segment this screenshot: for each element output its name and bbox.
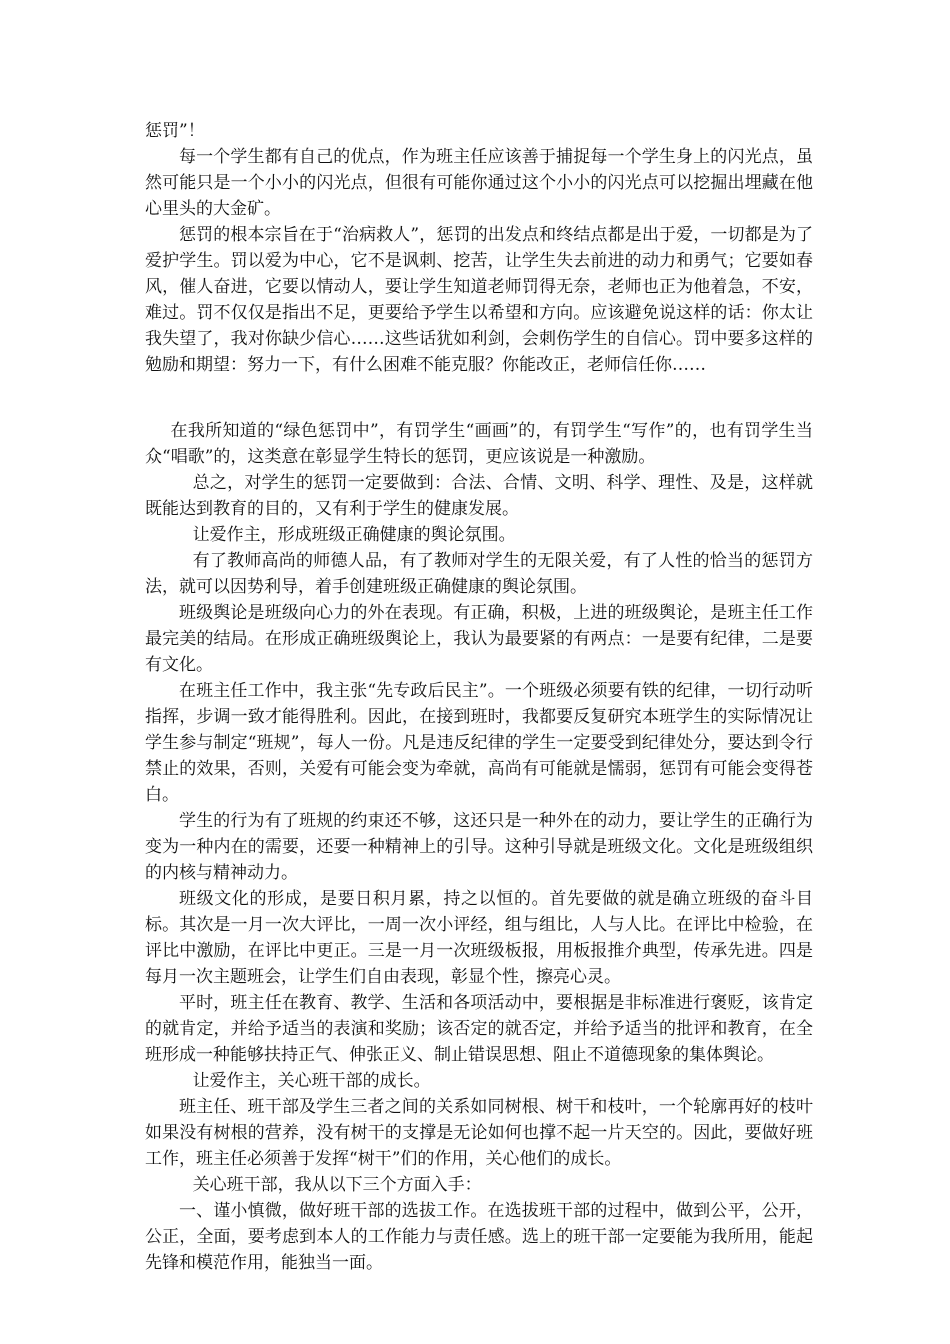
paragraph-spacer (145, 378, 813, 418)
paragraph-2: 每一个学生都有自己的优点，作为班主任应该善于捕捉每一个学生身上的闪光点，虽然可能只是一个小小的闪光点，但很有可能你通过这个小小的闪光点可以挖掘出埋藏在他心里头的大金矿。 (145, 147, 813, 219)
paragraph-10: 班级文化的形成，是要日积月累，持之以恒的。首先要做的就是确立班级的奋斗目标。其次是一月一次大评比，一周一次小评经，组与组比，人与人比。在评比中检验，在评比中激励，在评比中更正。三是一月一次班级板报，用板报推介典型，传承先进。四是每月一次主题班会，让学生们自由表现，彰显个性，擦亮心灵。 (145, 889, 813, 987)
paragraph-13: 关心班干部，我从以下三个方面入手： (192, 1175, 482, 1195)
document-page (145, 118, 813, 1276)
paragraph-1: 惩罚”！ (145, 121, 205, 141)
paragraph-5: 总之，对学生的惩罚一定要做到：合法、合情、文明、科学、理性、及是，这样就既能达到教育的目的，又有利于学生的健康发展。 (145, 473, 813, 519)
paragraph-6: 有了教师高尚的师德人品，有了教师对学生的无限关爱，有了人性的恰当的惩罚方法，就可以因势利导，着手创建班级正确健康的舆论氛围。 (145, 551, 813, 597)
section-heading-1: 让爱作主，形成班级正确健康的舆论氛围。 (192, 525, 516, 545)
paragraph-7: 班级舆论是班级向心力的外在表现。有正确，积极，上进的班级舆论，是班主任工作最完美的结局。在形成正确班级舆论上，我认为最要紧的有两点：一是要有纪律，二是要有文化。 (145, 603, 813, 675)
paragraph-8: 在班主任工作中，我主张“先专政后民主”。一个班级必须要有铁的纪律，一切行动听指挥，步调一致才能得胜利。因此，在接到班时，我都要反复研究本班学生的实际情况让学生参与制定“班规”，每人一份。凡是违反纪律的学生一定要受到纪律处分，要达到令行禁止的效果，否则，关爱有可能会变为牵就，高尚有可能就是懦弱，惩罚有可能会变得苍白。 (145, 681, 813, 805)
paragraph-12: 班主任、班干部及学生三者之间的关系如同树根、树干和枝叶，一个轮廓再好的枝叶如果没有树根的营养，没有树干的支撑是无论如何也撑不起一片天空的。因此，要做好班工作，班主任必须善于发挥“树干”们的作用，关心他们的成长。 (145, 1097, 813, 1169)
paragraph-3: 惩罚的根本宗旨在于“治病救人”，惩罚的出发点和终结点都是出于爱，一切都是为了爱护学生。罚以爱为中心，它不是讽刺、挖苦，让学生失去前进的动力和勇气；它要如春风，催人奋进，它要以情动人，要让学生知道老师罚得无奈，老师也正为他着急，不安，难过。罚不仅仅是指出不足，更要给予学生以希望和方向。应该避免说这样的话：你太让我失望了，我对你缺少信心……这些话犹如利剑，会刺伤学生的自信心。罚中要多这样的勉励和期望：努力一下，有什么困难不能克服？你能改正，老师信任你…… (145, 225, 813, 375)
paragraph-11: 平时，班主任在教育、教学、生活和各项活动中，要根据是非标准进行褒贬，该肯定的就肯定，并给予适当的表演和奖励；该否定的就否定，并给予适当的批评和教育，在全班形成一种能够扶持正气、伸张正义、制止错误思想、阻止不道德现象的集体舆论。 (145, 993, 813, 1065)
paragraph-4: 在我所知道的“绿色惩罚中”，有罚学生“画画”的，有罚学生“写作”的，也有罚学生当众“唱歌”的，这类意在彰显学生特长的惩罚，更应该说是一种激励。 (145, 421, 813, 467)
paragraph-9: 学生的行为有了班规的约束还不够，这还只是一种外在的动力，要让学生的正确行为变为一种内在的需要，还要一种精神上的引导。这种引导就是班级文化。文化是班级组织的内核与精神动力。 (145, 811, 813, 883)
section-heading-2: 让爱作主，关心班干部的成长。 (192, 1071, 431, 1091)
paragraph-14: 一、谨小慎微，做好班干部的选拔工作。在选拔班干部的过程中，做到公平，公开，公正，全面，要考虑到本人的工作能力与责任感。选上的班干部一定要能为我所用，能起先锋和模范作用，能独当一面。 (145, 1201, 813, 1273)
